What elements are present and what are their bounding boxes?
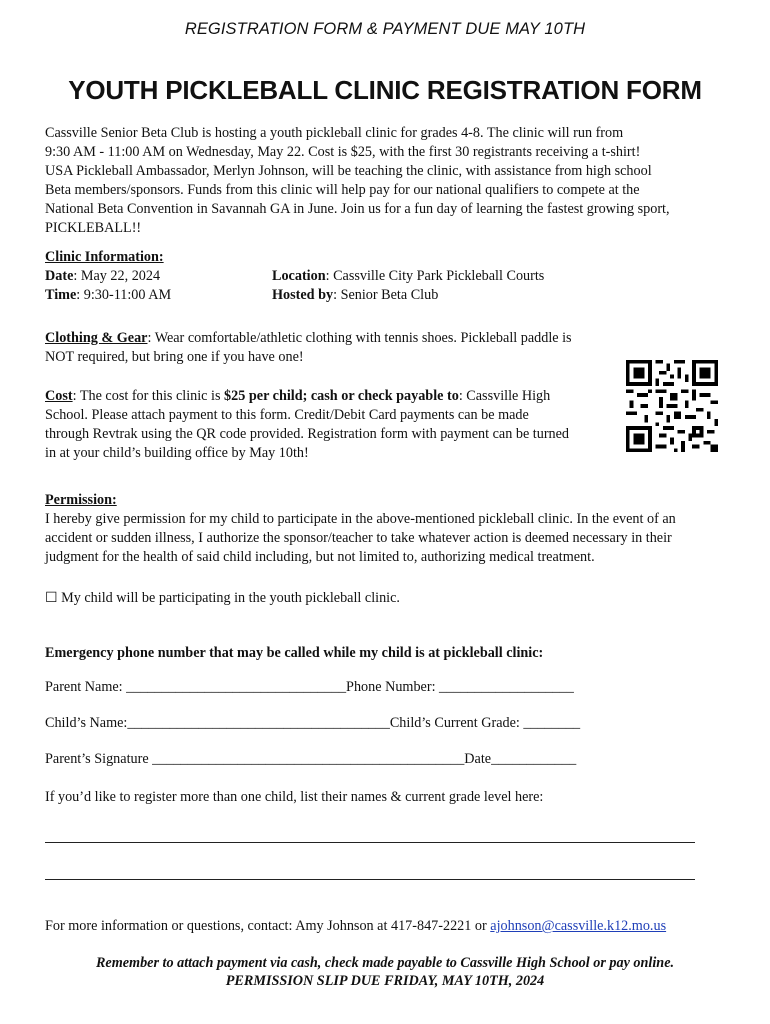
cost-section — [45, 387, 615, 463]
date-value: : May 22, 2024 — [73, 268, 161, 284]
page-title: YOUTH PICKLEBALL CLINIC REGISTRATION FORM — [68, 75, 702, 105]
intro-line: PICKLEBALL!! — [45, 220, 142, 236]
additional-children-line[interactable] — [45, 842, 695, 843]
child-name-field[interactable]: Child’s Name:_____________________________________Child’s Current Grade: ________ — [45, 715, 581, 731]
closing-line: PERMISSION SLIP DUE FRIDAY, MAY 10TH, 2024 — [225, 973, 545, 989]
intro-line: National Beta Convention in Savannah GA in June. Join us for a fun day of learning the fastest growing sport, — [45, 201, 670, 217]
contact-info — [45, 917, 745, 936]
time-value: : 9:30-11:00 AM — [76, 287, 172, 303]
intro-line: Beta members/sponsors. Funds from this clinic will help pay for our national qualifiers to compete at the — [45, 182, 640, 198]
location-label: Location — [272, 268, 326, 284]
additional-children-line[interactable] — [45, 879, 695, 880]
clinic-info-section — [45, 248, 725, 305]
cost-text: in at your child’s building office by May 10th! — [45, 445, 309, 461]
intro-line: USA Pickleball Ambassador, Merlyn Johnson, will be teaching the clinic, with assistance from high school — [45, 163, 652, 179]
parent-name-field[interactable]: Parent Name: _______________________________Phone Number: ___________________ — [45, 679, 574, 695]
emergency-heading: Emergency phone number that may be called while my child is at pickleball clinic: — [45, 645, 544, 661]
hosted-value: : Senior Beta Club — [333, 287, 439, 303]
cost-heading: Cost — [45, 388, 73, 404]
closing-reminder — [0, 954, 770, 990]
cost-amount: $25 per child; cash or check payable to — [224, 388, 459, 404]
cost-text: through Revtrak using the QR code provided. Registration form with payment can be turned — [45, 426, 570, 442]
due-date-banner: REGISTRATION FORM & PAYMENT DUE MAY 10TH — [184, 20, 586, 38]
clinic-location — [272, 267, 544, 286]
multi-child-prompt: If you’d like to register more than one child, list their names & current grade level here: — [45, 789, 544, 805]
contact-email-link[interactable]: ajohnson@cassville.k12.mo.us — [490, 918, 667, 934]
qr-code-icon[interactable] — [626, 360, 718, 452]
clinic-date — [45, 267, 272, 286]
cost-text: : The cost for this clinic is — [72, 388, 225, 404]
participation-checkbox-row[interactable] — [45, 589, 725, 608]
intro-line: 9:30 AM - 11:00 AM on Wednesday, May 22. Cost is $25, with the first 30 registrants receiving a t-shirt! — [45, 144, 641, 160]
clinic-host — [272, 286, 438, 305]
permission-heading: Permission: — [45, 492, 117, 508]
clothing-heading: Clothing & Gear — [45, 330, 148, 346]
hosted-label: Hosted by — [272, 287, 334, 303]
participation-checkbox-label: My child will be participating in the youth pickleball clinic. — [57, 590, 400, 606]
clinic-time — [45, 286, 272, 305]
permission-line: accident or sudden illness, I authorize the sponsor/teacher to take whatever action is deemed necessary in their — [45, 530, 672, 546]
intro-line: Cassville Senior Beta Club is hosting a youth pickleball clinic for grades 4-8. The clinic will run from — [45, 125, 624, 141]
clothing-text: NOT required, but bring one if you have one! — [45, 349, 304, 365]
parent-signature-field[interactable]: Parent’s Signature ____________________________________________Date____________ — [45, 751, 577, 767]
participation-checkbox[interactable]: ☐ — [45, 590, 58, 606]
permission-line: I hereby give permission for my child to participate in the above-mentioned pickleball clinic. In the event of an — [45, 511, 676, 527]
clinic-info-heading: Clinic Information: — [45, 249, 164, 265]
intro-paragraph — [45, 124, 725, 238]
contact-text: For more information or questions, contact: Amy Johnson at 417-847-2221 or — [45, 918, 491, 934]
date-label: Date — [45, 268, 74, 284]
clothing-text: : Wear comfortable/athletic clothing with tennis shoes. Pickleball paddle is — [147, 330, 572, 346]
location-value: : Cassville City Park Pickleball Courts — [325, 268, 545, 284]
cost-text: : Cassville High — [458, 388, 551, 404]
permission-line: judgment for the health of said child including, but not limited to, authorizing medical treatment. — [45, 549, 595, 565]
closing-line: Remember to attach payment via cash, check made payable to Cassville High School or pay online. — [95, 955, 675, 971]
clothing-section — [45, 329, 615, 367]
cost-text: School. Please attach payment to this form. Credit/Debit Card payments can be made — [45, 407, 529, 423]
permission-section — [45, 491, 725, 567]
time-label: Time — [45, 287, 77, 303]
